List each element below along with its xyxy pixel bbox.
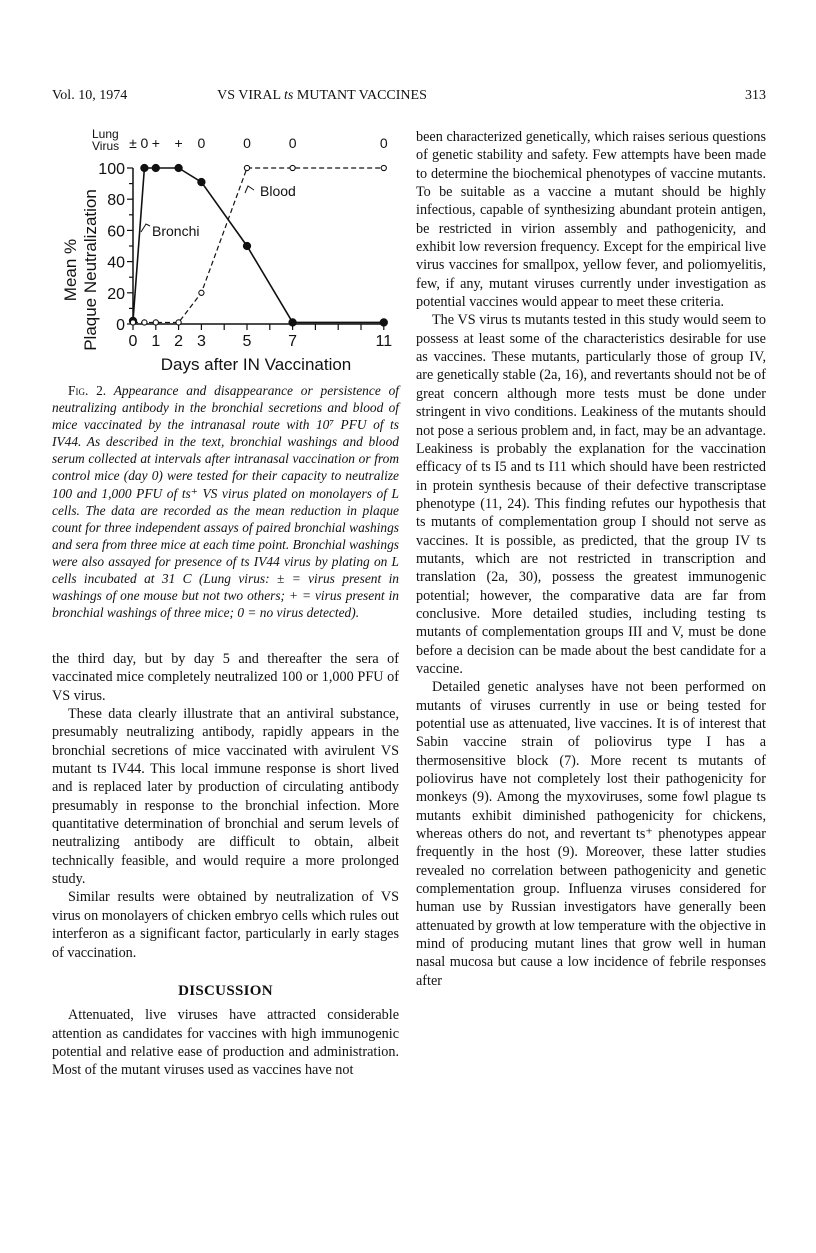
x-tick-label: 11 bbox=[375, 333, 393, 350]
x-axis-title: Days after IN Vaccination bbox=[160, 355, 352, 374]
figure-2-chart bbox=[40, 120, 400, 380]
series-annotations bbox=[141, 183, 296, 239]
x-tick-label: 5 bbox=[242, 333, 252, 350]
paragraph: been characterized genetically, which raises serious questions of genetic stability and safety. Few attempts have been made to determine the biochemical phenotypes of vaccine mutants. To be suitable as a vaccine a mutant should be highly infectious, capable of synthesizing abundant protein antigen, be restricted in virion assembly and pathogenicity, and exhibit low reversion frequency. Except for the empirical live virus vaccines for smallpox, yellow fever, and poliomyelitis, few, if any, mutant viruses currently under investigation as potential vaccines would appear to meet these criteria. bbox=[416, 129, 766, 311]
lung-virus-symbol: 0 bbox=[140, 135, 149, 151]
blood-line bbox=[133, 168, 384, 322]
blood-point-icon bbox=[130, 320, 135, 325]
y-tick-label: 80 bbox=[107, 192, 125, 210]
blood-point-icon bbox=[290, 165, 295, 170]
bronchi-pointer-icon bbox=[141, 224, 150, 232]
x-tick-label: 1 bbox=[151, 333, 161, 350]
running-title-pre: VS VIRAL bbox=[217, 88, 285, 103]
lung-virus-symbol: + bbox=[151, 135, 160, 151]
figure-caption bbox=[52, 382, 399, 621]
lung-virus-label bbox=[92, 127, 119, 153]
ylabel-line2: Plaque Neutralization bbox=[81, 189, 100, 351]
bronchi-point-icon bbox=[198, 178, 205, 185]
y-tick-label: 100 bbox=[98, 161, 125, 178]
lung-label-line2: Virus bbox=[92, 139, 120, 153]
y-tick-label: 40 bbox=[107, 254, 125, 272]
x-tick-label: 0 bbox=[128, 333, 138, 350]
lung-virus-symbol: 0 bbox=[243, 135, 251, 151]
x-tick-label: 2 bbox=[174, 333, 184, 350]
paragraph: The VS virus ts mutants tested in this study would seem to possess at least some of the characteristics desirable for use as vaccines. These mutants, particularly those of group IV, are genetically stable (2a, 16), and revertants should not be of great concern although more tests must be done under stringent in vivo conditions. Leakiness of the mutants should not pose a serious problem and, in fact, may be an advantage. Leakiness is probably the explanation for the vaccination efficacy of ts I5 and ts I11 which should have been restricted in protein synthesis because of their defective transcriptase phenotype (11, 24). This finding refutes our hypothesis that ts mutants of complementation group I should not serve as vaccines. It is possible, as predicted, that the group IV ts mutants, which are not restricted in transcription and translation (2a, 30), possess the greatest immunogenic potential; however, the comparative data are far from conclusive. More detailed studies, including testing ts mutants of complementation groups III and V, must be done before a decision can be made about the best candidate for a vaccine. bbox=[416, 312, 766, 677]
blood-pointer-icon bbox=[245, 186, 254, 193]
paragraph: Similar results were obtained by neutralization of VS virus on monolayers of chicken embryo cells which rules out interferon as a significant factor, particularly in early stages of vaccination. bbox=[52, 889, 399, 961]
paragraph: Attenuated, live viruses have attracted considerable attention as candidates for vaccines with high immunogenic potential and relative ease of production and administration. Most of the mutant viruses used as vaccines have not bbox=[52, 1007, 399, 1079]
bronchi-label: Bronchi bbox=[152, 223, 200, 239]
series-layer bbox=[129, 164, 387, 326]
lung-virus-symbols bbox=[129, 135, 388, 151]
line-chart bbox=[40, 120, 400, 380]
lung-label-line1: Lung bbox=[92, 127, 119, 141]
x-tick-label: 7 bbox=[288, 333, 298, 350]
ylabel-line1: Mean % bbox=[61, 238, 80, 302]
lung-virus-symbol: 0 bbox=[288, 135, 297, 151]
lung-virus-symbol: 0 bbox=[379, 135, 388, 151]
caption-text: Appearance and disappearance or persistence of neutralizing antibody in the bronchial secretions and blood of mice vaccinated by the intranasal route with 10⁷ PFU of ts IV44. As described in the text, bronchial washings and blood serum collected at intervals after intranasal vaccination or from control mice (day 0) were tested for their capacity to neutralize 100 and 1,000 PFU of ts⁺ VS virus plated on monolayers of L cells. The data are recorded as the mean reduction in plaque count for three independent assays of paired bronchial washings and sera from three mice at each time point. Bronchial washings were also assayed for presence of ts IV44 virus by plating on L cells incubated at 31 C (Lung virus: ± = virus present in washings of one mouse but not two others; + = virus present in bronchial washings of three mice; 0 = no virus detected). bbox=[52, 383, 399, 621]
x-axis bbox=[129, 324, 393, 350]
blood-point-icon bbox=[142, 320, 147, 325]
blood-point-icon bbox=[176, 320, 181, 325]
bronchi-point-icon bbox=[141, 164, 148, 171]
section-heading-discussion: DISCUSSION bbox=[178, 982, 273, 999]
running-title-italic: ts bbox=[284, 88, 294, 103]
running-title bbox=[52, 88, 592, 104]
bronchi-point-icon bbox=[152, 164, 159, 171]
blood-point-icon bbox=[153, 320, 158, 325]
paragraph: Detailed genetic analyses have not been performed on mutants of viruses currently in use or being tested for potential use as attenuated, live vaccines. It is of interest that Sabin vaccine strain of poliovirus type I has a thermosensitive block (7). More recent ts mutants of poliovirus have not completely lost their pathogenicity for monkeys (9). Among the myxoviruses, some fowl plague ts mutants exhibit diminished pathogenicity for chickens, whereas others do not, and revertant ts⁺ phenotypes appear frequently in the host (9). Moreover, these latter studies revealed no correlation between pathogenicity and genetic complementation group. Influenza viruses considered for human use by Russian investigators have generally been attenuated by growth at low temperature with the objective in mind of producing mutant lines that grow well in human nasal mucosa but cause a low incidence of febrile responses after bbox=[416, 679, 766, 989]
lung-virus-symbol: 0 bbox=[197, 135, 206, 151]
blood-point-icon bbox=[244, 165, 249, 170]
bronchi-point-icon bbox=[175, 164, 182, 171]
bronchi-point-icon bbox=[289, 319, 296, 326]
y-tick-label: 0 bbox=[116, 317, 125, 334]
y-tick-label: 20 bbox=[107, 285, 125, 303]
running-title-post: MUTANT VACCINES bbox=[293, 88, 427, 103]
right-column bbox=[416, 128, 766, 990]
x-tick-label: 3 bbox=[196, 333, 206, 350]
left-column bbox=[52, 650, 399, 1080]
lung-virus-symbol: + bbox=[174, 135, 183, 151]
paragraph: These data clearly illustrate that an antiviral substance, presumably neutralizing antibody, rapidly appears in the bronchial secretions of mice vaccinated with avirulent VS mutant ts IV44. This local immune response is short lived and is replaced later by production of circulating antibody presumably in response to the bronchial infection. More quantitative determination of bronchial and serum levels of neutralizing antibody are difficult to obtain, albeit technically feasible, and would require a more prolonged study. bbox=[52, 706, 399, 888]
y-tick-label: 60 bbox=[107, 223, 125, 241]
caption-label: Fig. 2. bbox=[68, 383, 107, 398]
page-number: 313 bbox=[745, 88, 766, 103]
bronchi-point-icon bbox=[243, 242, 250, 249]
y-axis bbox=[98, 161, 133, 334]
blood-point-icon bbox=[199, 290, 204, 295]
journal-volume: Vol. 10, 1974 bbox=[52, 88, 128, 103]
blood-label: Blood bbox=[260, 183, 296, 199]
running-head bbox=[52, 88, 766, 106]
lung-virus-symbol: ± bbox=[129, 135, 137, 151]
bronchi-line bbox=[133, 168, 384, 322]
blood-point-icon bbox=[381, 165, 386, 170]
bronchi-point-icon bbox=[380, 319, 387, 326]
paragraph: the third day, but by day 5 and thereafter the sera of vaccinated mice completely neutralized 100 or 1,000 PFU of VS virus. bbox=[52, 651, 399, 704]
y-axis-title bbox=[61, 189, 100, 351]
